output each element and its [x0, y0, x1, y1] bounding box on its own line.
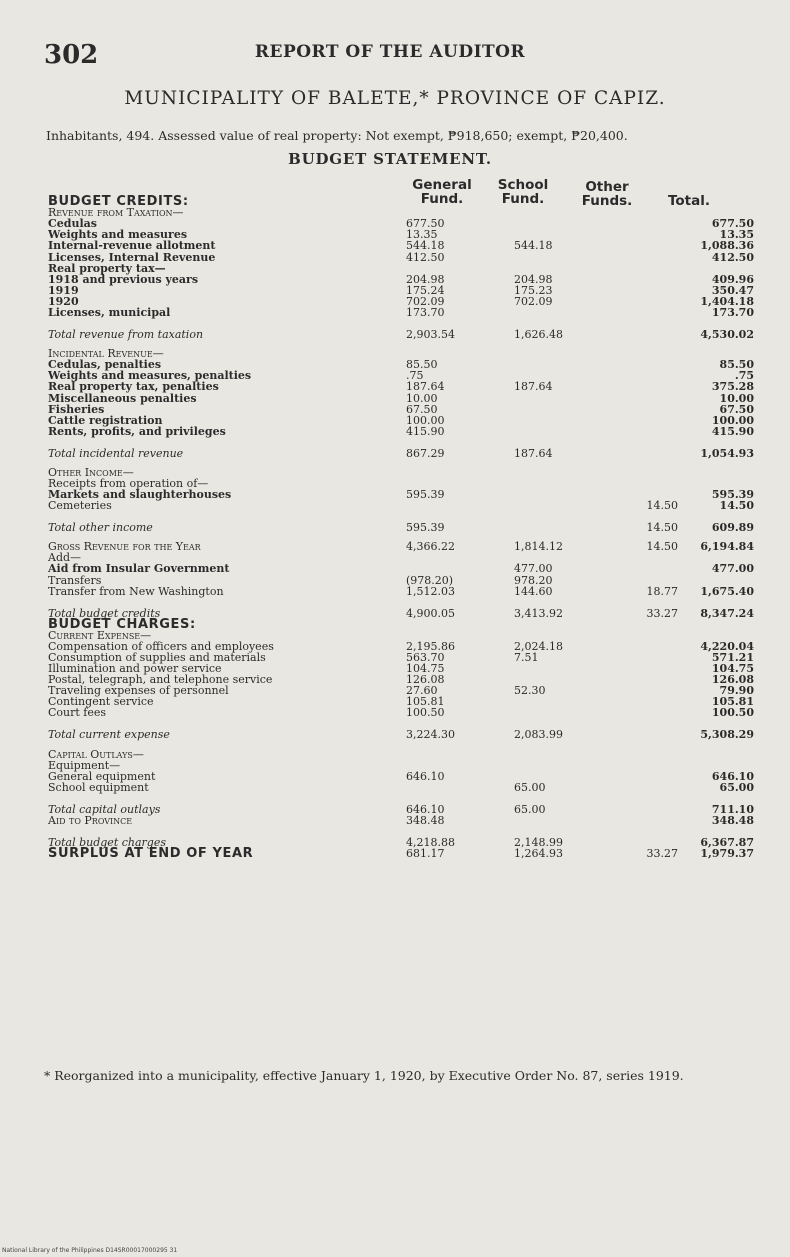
table-row: [48, 251, 754, 262]
total-cell: 1,088.36: [700, 239, 754, 253]
total-cell: 126.08: [711, 673, 754, 687]
other-funds-cell: [596, 285, 688, 296]
school-fund-cell: 1,814.12: [514, 540, 563, 554]
general-fund-cell: 187.64: [406, 380, 445, 394]
row-label: Court fees: [48, 706, 107, 720]
row-label: Cattle registration: [48, 413, 163, 427]
other-funds-cell: [596, 663, 688, 674]
other-funds-cell: [596, 318, 688, 340]
row-label: Transfer from New Washington: [48, 584, 224, 598]
row-label: Total current expense: [48, 728, 170, 742]
other-funds-cell: 14.50: [646, 521, 678, 535]
total-cell: .75: [734, 369, 754, 383]
row-label: Other Income—: [48, 465, 134, 479]
table-row: [48, 782, 754, 793]
school-fund-cell: [502, 307, 596, 318]
other-funds-cell: [596, 815, 688, 826]
general-fund-cell: 544.18: [406, 239, 445, 253]
total-cell: 6,194.84: [700, 540, 754, 554]
total-cell: 1,054.93: [700, 446, 754, 460]
general-fund-cell: 702.09: [406, 294, 445, 308]
general-fund-cell: 104.75: [406, 662, 445, 676]
total-cell: [688, 748, 754, 759]
general-fund-cell: 415.90: [406, 424, 445, 438]
total-cell: 646.10: [711, 769, 754, 783]
general-fund-cell: [392, 467, 502, 478]
other-funds-cell: [596, 392, 688, 403]
total-cell: 65.00: [719, 780, 754, 794]
table-row: [48, 574, 754, 585]
total-cell: 412.50: [711, 250, 754, 264]
school-fund-cell: 65.00: [514, 780, 546, 794]
row-label: Revenue from Taxation—: [48, 206, 184, 220]
general-fund-cell: 85.50: [406, 358, 438, 372]
other-funds-cell: 14.50: [646, 499, 678, 513]
other-funds-cell: [596, 207, 688, 218]
total-cell: 79.90: [719, 684, 754, 698]
total-cell: 375.28: [711, 380, 754, 394]
other-funds-cell: [596, 229, 688, 240]
total-cell: 104.75: [711, 662, 754, 676]
total-cell: [688, 760, 754, 771]
school-fund-cell: [502, 207, 596, 218]
row-label: School equipment: [48, 780, 149, 794]
school-fund-cell: [502, 404, 596, 415]
school-fund-cell: [502, 696, 596, 707]
row-label: Current Expense—: [48, 628, 152, 642]
table-row: [48, 381, 754, 392]
total-cell: 348.48: [711, 813, 754, 827]
other-funds-cell: [596, 381, 688, 392]
row-label: General equipment: [48, 769, 156, 783]
other-funds-cell: [596, 478, 688, 489]
other-funds-cell: [596, 652, 688, 663]
school-fund-cell: [502, 263, 596, 274]
general-fund-cell: 175.24: [406, 283, 445, 297]
other-funds-cell: [596, 748, 688, 759]
general-fund-cell: 4,900.05: [406, 606, 455, 620]
total-cell: 105.81: [711, 695, 754, 709]
general-fund-cell: .75: [406, 369, 424, 383]
general-fund-cell: 204.98: [406, 272, 445, 286]
row-label: Aid from Insular Government: [48, 562, 230, 576]
other-funds-cell: [596, 685, 688, 696]
row-label: Weights and measures, penalties: [48, 369, 252, 383]
table-row: [48, 740, 754, 748]
general-fund-cell: 4,218.88: [406, 835, 455, 849]
general-fund-cell: 646.10: [406, 769, 445, 783]
general-fund-cell: 13.35: [406, 228, 438, 242]
other-funds-cell: [596, 793, 688, 815]
col-total: Total.: [667, 193, 710, 209]
other-funds-cell: 18.77: [646, 584, 678, 598]
other-funds-cell: [596, 307, 688, 318]
row-label: Traveling expenses of personnel: [48, 684, 229, 698]
table-row: [48, 207, 754, 218]
other-funds-cell: [596, 782, 688, 793]
school-fund-cell: [502, 426, 596, 437]
other-funds-cell: [596, 826, 688, 848]
other-funds-cell: [596, 552, 688, 563]
school-fund-cell: 978.20: [514, 573, 553, 587]
school-fund-cell: 1,264.93: [514, 847, 563, 861]
table-row: [48, 718, 754, 740]
general-fund-cell: [392, 619, 502, 630]
row-label: Incidental Revenue—: [48, 347, 164, 361]
other-funds-cell: [596, 619, 688, 630]
school-fund-cell: 187.64: [514, 446, 553, 460]
col-other-funds: Other Funds.: [581, 179, 633, 209]
total-cell: 415.90: [711, 424, 754, 438]
table-row: [48, 793, 754, 815]
row-label: Add—: [48, 551, 82, 565]
total-cell: 409.96: [711, 272, 754, 286]
other-funds-cell: [596, 467, 688, 478]
other-funds-cell: [596, 771, 688, 782]
row-label: Total incidental revenue: [48, 446, 184, 460]
general-fund-cell: [392, 563, 502, 574]
table-row: [48, 285, 754, 296]
table-row: [48, 771, 754, 782]
total-cell: 350.47: [711, 283, 754, 297]
general-fund-cell: 126.08: [406, 673, 445, 687]
total-cell: 14.50: [719, 499, 754, 513]
row-label: Transfers: [48, 573, 102, 587]
total-cell: 1,979.37: [700, 847, 754, 861]
footnote: * Reorganized into a municipality, effective January 1, 1920, by Executive Order No. 87, series 1919.: [44, 1068, 684, 1083]
other-funds-cell: [596, 263, 688, 274]
other-funds-cell: [596, 359, 688, 370]
row-label: Contingent service: [48, 695, 154, 709]
school-fund-cell: [502, 415, 596, 426]
table-row: [48, 404, 754, 415]
row-label: Total budget credits: [48, 606, 161, 620]
table-row: [48, 426, 754, 437]
general-fund-cell: 3,224.30: [406, 728, 455, 742]
other-funds-cell: [596, 218, 688, 229]
total-cell: 5,308.29: [700, 728, 754, 742]
col-general-fund: General Fund.: [412, 177, 472, 207]
school-fund-cell: 544.18: [514, 239, 553, 253]
general-fund-cell: 595.39: [406, 488, 445, 502]
row-label: Postal, telegraph, and telephone service: [48, 673, 273, 687]
other-funds-cell: [596, 274, 688, 285]
general-fund-cell: (978.20): [406, 573, 454, 587]
row-label: 1920: [48, 294, 79, 308]
other-funds-cell: [596, 251, 688, 262]
table-row: [48, 685, 754, 696]
row-label: Gross Revenue for the Year: [48, 540, 201, 554]
general-fund-cell: 412.50: [406, 250, 445, 264]
total-cell: [688, 196, 754, 207]
school-fund-cell: 702.09: [514, 294, 553, 308]
row-label: Cemeteries: [48, 499, 112, 513]
school-fund-cell: [502, 348, 596, 359]
school-fund-cell: [502, 740, 596, 748]
school-fund-cell: 2,083.99: [514, 728, 563, 742]
total-cell: 595.39: [711, 488, 754, 502]
row-label: BUDGET CHARGES:: [48, 616, 196, 632]
table-row: [48, 619, 754, 630]
total-cell: [688, 574, 754, 585]
total-cell: 100.50: [711, 706, 754, 720]
other-funds-cell: [596, 296, 688, 307]
total-cell: 477.00: [711, 562, 754, 576]
other-funds-cell: [596, 459, 688, 467]
inhabitants-line: Inhabitants, 494. Assessed value of real property: Not exempt, ₱918,650; exempt, ₱20,400.: [46, 128, 628, 143]
school-fund-cell: [502, 511, 596, 533]
other-funds-cell: [596, 760, 688, 771]
row-label: Fisheries: [48, 402, 105, 416]
row-label: Rents, profits, and privileges: [48, 424, 226, 438]
row-label: Licenses, municipal: [48, 306, 171, 320]
other-funds-cell: [596, 426, 688, 437]
total-cell: 711.10: [711, 802, 754, 816]
school-fund-cell: [502, 500, 596, 511]
row-label: Compensation of officers and employees: [48, 639, 274, 653]
school-fund-cell: 477.00: [514, 562, 553, 576]
school-fund-cell: [502, 392, 596, 403]
school-fund-cell: 52.30: [514, 684, 546, 698]
row-label: Capital Outlays—: [48, 747, 144, 761]
general-fund-cell: 2,195.86: [406, 639, 455, 653]
general-fund-cell: [392, 740, 502, 748]
row-label: Illumination and power service: [48, 662, 222, 676]
row-label: Cedulas: [48, 217, 97, 231]
school-fund-cell: 2,148.99: [514, 835, 563, 849]
row-label: Consumption of supplies and materials: [48, 651, 266, 664]
row-label: Real property tax, penalties: [48, 380, 219, 394]
school-fund-cell: [502, 196, 596, 207]
school-fund-cell: [502, 619, 596, 630]
row-label: Weights and measures: [48, 228, 188, 242]
general-fund-cell: 1,512.03: [406, 584, 455, 598]
other-funds-cell: [596, 707, 688, 718]
other-funds-cell: [596, 196, 688, 207]
total-cell: 8,347.24: [700, 606, 754, 620]
school-fund-cell: [502, 760, 596, 771]
row-label: 1919: [48, 283, 79, 297]
total-cell: 85.50: [719, 358, 754, 372]
row-label: Markets and slaughterhouses: [48, 488, 232, 502]
general-fund-cell: 10.00: [406, 391, 438, 405]
total-cell: [688, 340, 754, 348]
general-fund-cell: 867.29: [406, 446, 445, 460]
school-fund-cell: [502, 707, 596, 718]
table-row: [48, 848, 754, 859]
total-cell: 6,367.87: [700, 835, 754, 849]
table-row: [48, 263, 754, 274]
school-fund-cell: [502, 459, 596, 467]
total-cell: 677.50: [711, 217, 754, 231]
general-fund-cell: 563.70: [406, 651, 445, 664]
general-fund-cell: [392, 459, 502, 467]
school-fund-cell: [502, 663, 596, 674]
row-label: Total other income: [48, 521, 153, 535]
other-funds-cell: [596, 674, 688, 685]
table-row: [48, 696, 754, 707]
total-cell: 1,404.18: [700, 294, 754, 308]
table-row: [48, 826, 754, 848]
general-fund-cell: [392, 340, 502, 348]
other-funds-cell: [596, 404, 688, 415]
other-funds-cell: [596, 563, 688, 574]
row-label: 1918 and previous years: [48, 272, 199, 286]
total-cell: [688, 263, 754, 274]
school-fund-cell: [502, 467, 596, 478]
row-label: Total budget charges: [48, 835, 166, 849]
general-fund-cell: 348.48: [406, 813, 445, 827]
table-row: [48, 307, 754, 318]
school-fund-cell: [502, 478, 596, 489]
general-fund-cell: 173.70: [406, 306, 445, 320]
general-fund-cell: [392, 760, 502, 771]
other-funds-cell: [596, 437, 688, 459]
library-stamp: National Library of the Philippines D14SR00017000295 31: [2, 1247, 178, 1254]
table-row: [48, 318, 754, 340]
general-fund-cell: [392, 196, 502, 207]
school-fund-cell: [502, 359, 596, 370]
total-cell: 13.35: [719, 228, 754, 242]
general-fund-cell: 100.50: [406, 706, 445, 720]
general-fund-cell: 646.10: [406, 802, 445, 816]
table-row: [48, 274, 754, 285]
total-cell: [688, 459, 754, 467]
other-funds-cell: [596, 340, 688, 348]
row-label: Cedulas, penalties: [48, 358, 162, 372]
school-fund-cell: 1,626.48: [514, 328, 563, 342]
school-fund-cell: 65.00: [514, 802, 546, 816]
school-fund-cell: 2,024.18: [514, 639, 563, 653]
row-label: Total capital outlays: [48, 802, 161, 816]
general-fund-cell: [392, 748, 502, 759]
school-fund-cell: [502, 748, 596, 759]
general-fund-cell: 4,366.22: [406, 540, 455, 554]
row-label: Aid to Province: [48, 813, 133, 827]
other-funds-cell: [596, 370, 688, 381]
school-fund-cell: 144.60: [514, 584, 553, 598]
table-row: [48, 392, 754, 403]
table-row: [48, 707, 754, 718]
total-cell: [688, 740, 754, 748]
other-funds-cell: [596, 574, 688, 585]
other-funds-cell: 33.27: [646, 606, 678, 620]
table-row: [48, 760, 754, 771]
general-fund-cell: [392, 263, 502, 274]
school-fund-cell: [502, 489, 596, 500]
table-row: [48, 511, 754, 533]
school-fund-cell: [502, 815, 596, 826]
school-fund-cell: [502, 340, 596, 348]
table-row: [48, 586, 754, 597]
school-fund-cell: 3,413.92: [514, 606, 563, 620]
table-row: [48, 597, 754, 619]
table-row: [48, 437, 754, 459]
other-funds-cell: [596, 630, 688, 641]
col-school-fund: School Fund.: [497, 177, 549, 207]
document-title: MUNICIPALITY OF BALETE,* PROVINCE OF CAPIZ.: [124, 88, 666, 109]
general-fund-cell: 67.50: [406, 402, 438, 416]
general-fund-cell: [392, 500, 502, 511]
total-cell: 609.89: [711, 521, 754, 535]
other-funds-cell: [596, 348, 688, 359]
other-funds-cell: [596, 696, 688, 707]
row-label: Internal-revenue allotment: [48, 239, 216, 253]
other-funds-cell: [596, 740, 688, 748]
other-funds-cell: 33.27: [646, 847, 678, 861]
table-row: [48, 541, 754, 552]
general-fund-cell: 681.17: [406, 847, 445, 861]
row-label: SURPLUS AT END OF YEAR: [48, 846, 254, 862]
school-fund-cell: 187.64: [514, 380, 553, 394]
general-fund-cell: [392, 552, 502, 563]
running-head: REPORT OF THE AUDITOR: [254, 42, 526, 62]
total-cell: 67.50: [719, 402, 754, 416]
table-row: [48, 748, 754, 759]
table-row: [48, 500, 754, 511]
table-row: [48, 240, 754, 251]
other-funds-cell: [596, 415, 688, 426]
other-funds-cell: [596, 641, 688, 652]
general-fund-cell: [392, 782, 502, 793]
general-fund-cell: 100.00: [406, 413, 445, 427]
row-label: Miscellaneous penalties: [48, 391, 197, 405]
total-cell: 571.21: [711, 651, 754, 664]
row-label: BUDGET CREDITS:: [48, 194, 189, 210]
row-label: Receipts from operation of—: [48, 476, 209, 490]
general-fund-cell: 27.60: [406, 684, 438, 698]
general-fund-cell: 595.39: [406, 521, 445, 535]
row-label: Licenses, Internal Revenue: [48, 250, 216, 264]
statement-title: BUDGET STATEMENT.: [288, 150, 492, 168]
row-label: Total revenue from taxation: [48, 328, 204, 342]
other-funds-cell: [596, 718, 688, 740]
row-label: Real property tax—: [48, 261, 166, 275]
general-fund-cell: 2,903.54: [406, 328, 455, 342]
total-cell: [688, 467, 754, 478]
table-row: [48, 459, 754, 467]
total-cell: 1,675.40: [700, 584, 754, 598]
total-cell: [688, 619, 754, 630]
school-fund-cell: 7.51: [514, 651, 539, 664]
table-row: [48, 815, 754, 826]
total-cell: 4,530.02: [700, 328, 754, 342]
school-fund-cell: [502, 218, 596, 229]
page-number: 302: [44, 40, 99, 70]
other-funds-cell: 14.50: [646, 540, 678, 554]
other-funds-cell: [596, 240, 688, 251]
school-fund-cell: [502, 251, 596, 262]
total-cell: 100.00: [711, 413, 754, 427]
school-fund-cell: 175.23: [514, 283, 553, 297]
general-fund-cell: 105.81: [406, 695, 445, 709]
total-cell: 10.00: [719, 391, 754, 405]
school-fund-cell: 204.98: [514, 272, 553, 286]
total-cell: 173.70: [711, 306, 754, 320]
row-label: Equipment—: [48, 758, 121, 772]
table-row: [48, 563, 754, 574]
general-fund-cell: 677.50: [406, 217, 445, 231]
total-cell: 4,220.04: [700, 639, 754, 653]
